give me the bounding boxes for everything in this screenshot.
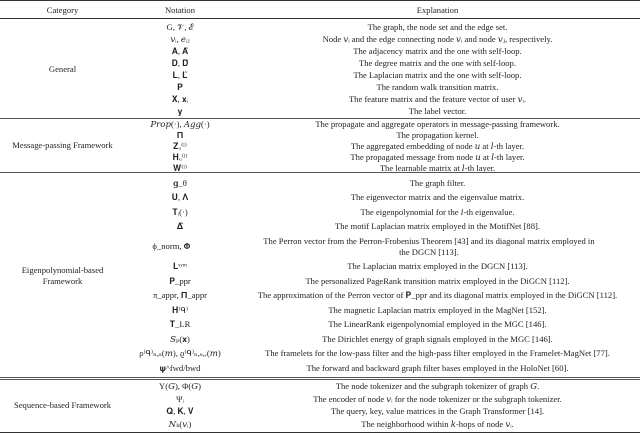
section-rows bbox=[125, 380, 640, 431]
notation-cell: π_appr, 𝚷_appr bbox=[152, 290, 208, 300]
explanation-cell: The propagated message from node 𝑢 at 𝑙-th layer. bbox=[350, 152, 525, 162]
notation-cell: 𝐀, 𝐀̃ bbox=[171, 46, 189, 56]
explanation-cell: The propagation kernel. bbox=[396, 130, 479, 140]
table-row bbox=[125, 236, 640, 258]
table-row bbox=[125, 305, 640, 316]
table-row bbox=[125, 381, 640, 392]
table-row bbox=[125, 34, 640, 45]
explanation-cell: The Laplacian matrix and the one with self-loop. bbox=[353, 70, 522, 80]
table-row bbox=[125, 119, 640, 130]
category-label: Message-passing Framework bbox=[12, 140, 113, 150]
explanation-cell: The Dirichlet energy of graph signals employed in the MGC [146]. bbox=[322, 333, 553, 344]
category-label: Eigenpolynomial-based Framework bbox=[21, 264, 104, 286]
section-divider bbox=[0, 172, 640, 173]
notation-cell: 𝐇⁽ᑫ⁾ bbox=[171, 304, 189, 315]
notation-cell: 𝑃𝑟𝑜𝑝(·), 𝐴𝑔𝑔(·) bbox=[150, 119, 210, 129]
notation-cell: Ψᵢ bbox=[176, 394, 184, 405]
explanation-cell: The eigenvector matrix and the eigenvalue matrix. bbox=[350, 192, 525, 202]
explanation-cell: The graph filter. bbox=[409, 177, 466, 188]
explanation-cell: The personalized PageRank transition matrix employed in the DiGCN [112]. bbox=[305, 275, 570, 286]
section-3 bbox=[0, 380, 640, 431]
section-divider bbox=[0, 118, 640, 119]
section-rows bbox=[125, 21, 640, 118]
header-explanation: Explanation bbox=[416, 4, 459, 15]
table-row bbox=[125, 70, 640, 81]
table-bottom-rule bbox=[0, 432, 640, 433]
explanation-cell: The propagate and aggregate operators in message-passing framework. bbox=[315, 119, 560, 129]
table-row bbox=[125, 178, 640, 189]
header-category: Category bbox=[46, 4, 79, 15]
table-row bbox=[125, 22, 640, 33]
table-row bbox=[125, 221, 640, 232]
explanation-cell: The feature matrix and the feature vector of user 𝑣ᵢ. bbox=[348, 94, 527, 104]
explanation-cell: The magnetic Laplacian matrix employed in the MagNet [152]. bbox=[328, 304, 547, 315]
section-1 bbox=[0, 119, 640, 172]
table-row bbox=[125, 394, 640, 405]
section-rows bbox=[125, 119, 640, 172]
explanation-cell: The forward and backward graph filter bases employed in the HoloNet [60]. bbox=[306, 362, 569, 373]
explanation-cell: The random walk transition matrix. bbox=[376, 82, 499, 92]
table-row bbox=[125, 46, 640, 57]
notation-cell: 𝐓ᵢ(·) bbox=[172, 206, 188, 217]
header-notation: Notation bbox=[164, 4, 196, 15]
notation-cell: 𝑣ᵢ, 𝑒ᵢⱼ bbox=[170, 34, 190, 44]
explanation-cell: The node tokenizer and the subgraph tokenizer of graph 𝐺. bbox=[335, 381, 540, 392]
explanation-cell: The neighborhood within 𝑘-hops of node 𝑣ᵢ. bbox=[361, 418, 514, 429]
section-rows bbox=[125, 174, 640, 377]
explanation-cell: Node 𝑣ᵢ and the edge connecting node 𝑣ᵢ and node 𝑣ⱼ, respectively. bbox=[322, 34, 553, 44]
explanation-cell: The Laplacian matrix employed in the DGCN [113]. bbox=[347, 261, 528, 271]
table-row bbox=[125, 406, 640, 417]
notation-cell: 𝑁ₖ(𝑣ᵢ) bbox=[168, 418, 192, 429]
notation-cell: 𝐏_ppr bbox=[169, 275, 191, 286]
category-label: General bbox=[48, 64, 77, 74]
notation-cell: 𝑆ₚ(𝐱) bbox=[170, 333, 190, 344]
table-row bbox=[125, 58, 640, 69]
table-header bbox=[0, 0, 640, 19]
explanation-cell: The learnable matrix at 𝑙-th layer. bbox=[379, 163, 496, 173]
explanation-cell: The framelets for the low-pass filter and the high-pass filter employed in the Framelet-MagNet [77]. bbox=[265, 348, 610, 358]
notation-cell: 𝐃, 𝐃̃ bbox=[171, 58, 189, 68]
table-row bbox=[125, 319, 640, 330]
section-2 bbox=[0, 174, 640, 377]
notation-cell: 𝚫̂ bbox=[176, 221, 184, 231]
notation-cell: 𝐠_θ bbox=[173, 177, 187, 188]
notation-cell: ρ⁽ᑫ⁾ₙ,ₛ(𝑚), ϱ⁽ᑫ⁾ₙ,ₛ,ᵣ(𝑚) bbox=[139, 348, 221, 358]
notation-cell: 𝐔, 𝚲 bbox=[171, 192, 189, 202]
notation-cell: 𝐲 bbox=[177, 106, 183, 116]
notation-cell: 𝐙ᵤ⁽ˡ⁾ bbox=[173, 141, 187, 151]
explanation-cell: The LinearRank eigenpolynomial employed in the MGC [146]. bbox=[328, 319, 547, 329]
explanation-cell: The Perron vector from the Perron-Frobenius Theorem [43] and its diagonal matrix employed in the DGCN [113]. bbox=[263, 235, 595, 257]
explanation-cell: The adjacency matrix and the one with self-loop. bbox=[353, 46, 522, 56]
table-row bbox=[125, 207, 640, 218]
table-row bbox=[125, 82, 640, 93]
notation-cell: 𝐋, 𝐋̃ bbox=[172, 70, 188, 80]
table-row bbox=[125, 192, 640, 203]
notation-cell: 𝐇ᵤ⁽ˡ⁾ bbox=[172, 152, 188, 162]
table-row bbox=[125, 363, 640, 374]
table-row bbox=[125, 106, 640, 117]
explanation-cell: The motif Laplacian matrix employed in the MotifNet [88]. bbox=[335, 221, 540, 231]
table-row bbox=[125, 334, 640, 345]
table-row bbox=[125, 152, 640, 163]
section-divider bbox=[0, 377, 640, 380]
category-label: Sequence-based Framework bbox=[13, 400, 112, 410]
explanation-cell: The query, key, value matrices in the Graph Transformer [14]. bbox=[330, 406, 545, 417]
explanation-cell: The graph, the node set and the edge set. bbox=[367, 22, 508, 32]
notation-cell: 𝐖⁽ˡ⁾ bbox=[173, 163, 187, 173]
notation-cell: 𝛙^fwd/bwd bbox=[159, 362, 201, 373]
table-row bbox=[125, 261, 640, 272]
table-row bbox=[125, 141, 640, 152]
explanation-cell: The encoder of node 𝑣ᵢ for the node tokenizer or the subgraph tokenizer. bbox=[313, 393, 562, 404]
notation-cell: Υ(𝐺), Φ(𝐺) bbox=[159, 381, 201, 392]
explanation-cell: The eigenpolynomial for the 𝑖-th eigenvalue. bbox=[360, 206, 515, 217]
notation-cell: 𝐏 bbox=[177, 82, 183, 92]
notation-cell: 𝚷 bbox=[176, 130, 184, 140]
table-row bbox=[125, 348, 640, 359]
notation-cell: 𝐋ˢʸᵐ bbox=[173, 261, 187, 271]
explanation-cell: The approximation of the Perron vector of 𝐏_ppr and its diagonal matrix employed in the DiGCN [112]. bbox=[257, 290, 618, 300]
section-0 bbox=[0, 21, 640, 118]
notation-cell: ϕ_norm, 𝚽 bbox=[152, 241, 191, 251]
table-row bbox=[125, 130, 640, 141]
notation-cell: 𝐗, 𝐱ᵢ bbox=[171, 94, 189, 104]
table-row bbox=[125, 290, 640, 301]
notation-cell: 𝐓_LR bbox=[169, 319, 191, 329]
table-row bbox=[125, 94, 640, 105]
table-row bbox=[125, 419, 640, 430]
explanation-cell: The label vector. bbox=[408, 106, 467, 116]
explanation-cell: The aggregated embedding of node 𝑢 at 𝑙-th layer. bbox=[350, 141, 525, 151]
explanation-cell: The degree matrix and the one with self-loop. bbox=[358, 58, 517, 68]
notation-cell: 𝐐, 𝐊, 𝐕 bbox=[166, 406, 194, 417]
notation-cell: G, 𝒱, ℰ bbox=[166, 22, 194, 32]
table-row bbox=[125, 276, 640, 287]
